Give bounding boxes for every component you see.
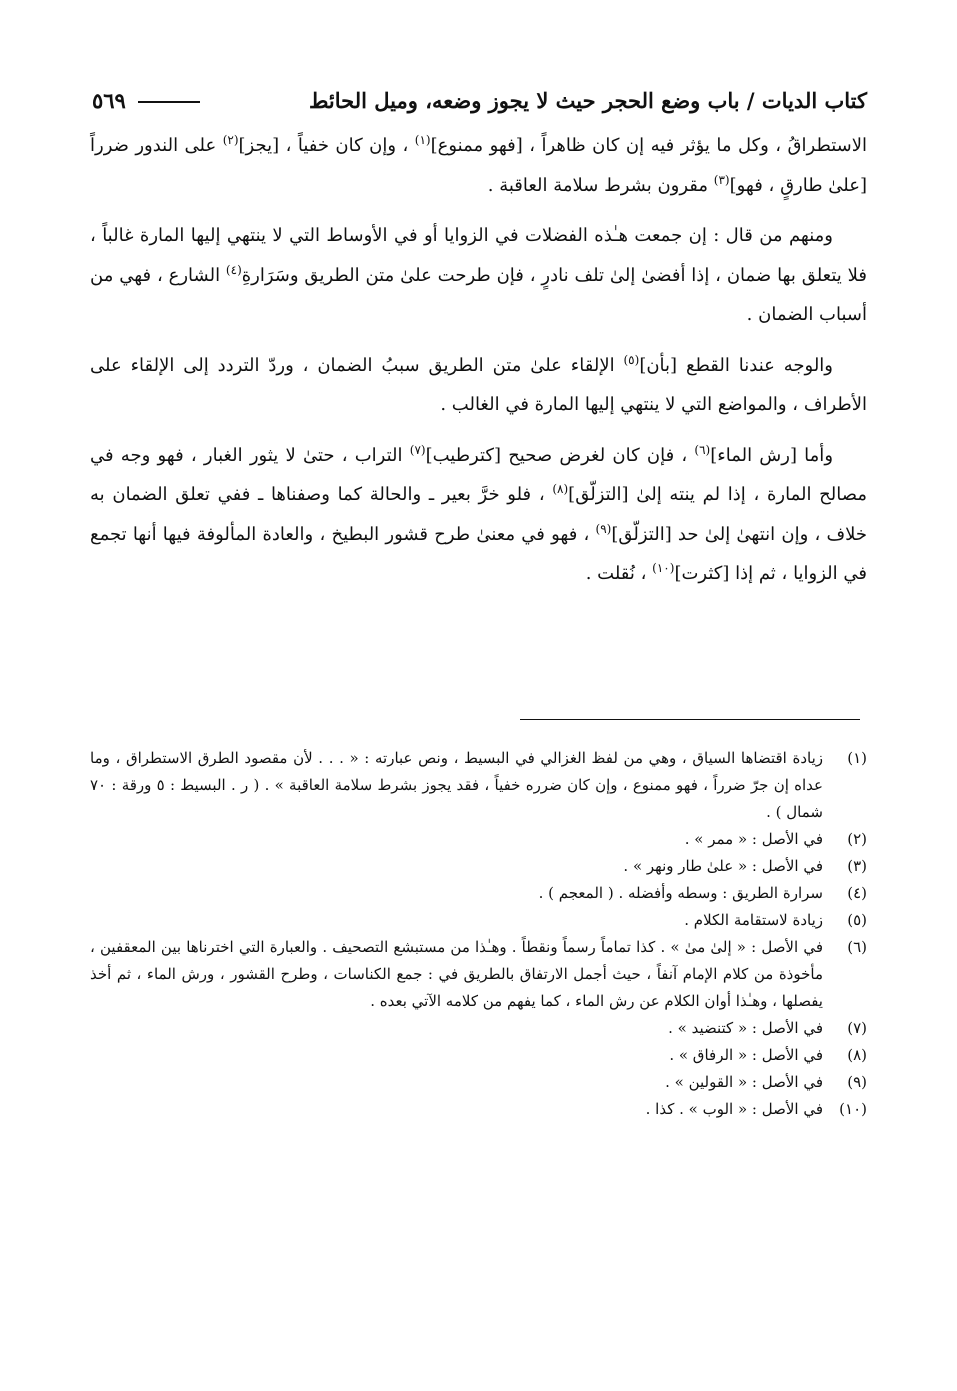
footnote xyxy=(90,1069,867,1096)
footnote-ref: (٩) xyxy=(595,521,612,536)
footnotes xyxy=(90,745,867,1123)
footnote-text: في الأصل : « ممر » . xyxy=(684,830,823,848)
header-rule xyxy=(138,101,200,103)
footnote-ref: (٥) xyxy=(623,352,640,367)
footnote-text: في الأصل : « الوب » . كذا . xyxy=(645,1100,823,1118)
footnote-number: (٧) xyxy=(847,1019,867,1037)
text-run: ومنهم من قال : إن جمعت هـٰذه الفضلات في الزوايا أو في الأوساط التي لا ينتهي إليها المارة غالباً ، فلا يتعلق بها ضمان ، إذا أفضىٰ إلىٰ تلف نادرٍ ، فإن طرحت علىٰ متن الطريق وسَرَارةِ xyxy=(90,225,867,286)
footnote-number: (٤) xyxy=(847,884,867,902)
footnote-number: (٢) xyxy=(847,830,867,848)
text-run: الاستطراقُ ، وكل ما يؤثر فيه إن كان ظاهراً ، [فهو ممنوع] xyxy=(430,135,868,156)
footnote-separator xyxy=(520,719,860,720)
footnote-number: (٥) xyxy=(847,911,867,929)
text-run: ، فإن كان لغرض صحيح [كترطيب] xyxy=(425,444,695,466)
footnote-ref: (٣) xyxy=(713,172,730,187)
paragraph xyxy=(90,436,867,594)
footnote xyxy=(90,880,867,907)
footnote xyxy=(90,745,867,826)
text-run: والوجه عندنا القطع [بأن] xyxy=(639,354,834,376)
footnote-text: زيادة لاستقامة الكلام . xyxy=(684,911,823,929)
footnote xyxy=(90,853,867,880)
footnote-ref: (٤) xyxy=(225,262,242,277)
text-run: وأما [رش الماء] xyxy=(710,444,834,466)
footnote xyxy=(90,1015,867,1042)
text-run: ، فهو في معنىٰ طرح قشور البطيخ ، والعادة المألوفة فيها أنها تجمع في الزوايا ، ثم إذا [كثرت] xyxy=(90,523,867,584)
footnote-text: سرارة الطريق : وسطه وأفضله . ( المعجم ) . xyxy=(538,884,823,902)
paragraph xyxy=(90,126,867,205)
page-number: ٥٦٩ xyxy=(92,87,126,113)
footnote-number: (٣) xyxy=(847,857,867,875)
footnote-ref: (٦) xyxy=(694,442,711,457)
paragraph xyxy=(90,216,867,335)
running-header xyxy=(92,78,867,122)
footnote-text: في الأصل : « القولين » . xyxy=(665,1073,823,1091)
text-run: التراب ، حتىٰ لا يثور الغبار ، فهو وجه في مصالح المارة ، إذا لم ينته إلىٰ [التزلّق] xyxy=(90,444,867,505)
text-run: مقرون بشرط سلامة العاقبة . xyxy=(487,174,714,196)
footnote-ref: (٨) xyxy=(552,482,569,496)
footnote-ref: (٢) xyxy=(222,133,239,147)
footnote-text: في الأصل : « كتنضيد » . xyxy=(668,1019,823,1037)
footnote xyxy=(90,907,867,934)
header-right xyxy=(92,88,212,113)
text-run: ، فلو خرَّ بعير ـ والحالة كما وصفناها ـ ففي تعلق الضمان به خلاف ، وإن انتهىٰ إلىٰ حد [التزلّق] xyxy=(90,484,867,545)
main-text xyxy=(90,126,867,605)
footnote-ref: (١٠) xyxy=(652,561,675,575)
footnote-ref: (٧) xyxy=(409,442,426,457)
footnote-number: (٦) xyxy=(847,938,867,956)
text-run: الشارع ، فهي من أسباب الضمان . xyxy=(90,264,867,325)
footnote-ref: (١) xyxy=(414,133,431,147)
text-run: على الندور ضرراً [علىٰ طارقٍ ، فهو] xyxy=(90,135,867,196)
paragraph xyxy=(90,346,867,425)
text-run: الإلقاء علىٰ متن الطريق سببُ الضمان ، وردّ التردد إلى الإلقاء على الأطراف ، والمواضع التي لا ينتهي إليها المارة في الغالب . xyxy=(90,354,867,415)
header-title: كتاب الديات / باب وضع الحجر حيث لا يجوز وضعه، وميل الحائط xyxy=(309,87,867,113)
footnote-text: في الأصل : « الرفاق » . xyxy=(669,1046,823,1064)
footnote-text: زيادة اقتضاها السياق ، وهي من لفظ الغزالي في البسيط ، ونص عبارته : « . . . لأن مقصود الطرق الاستطراق ، وما عداه إن جرّ ضرراً ، فهو ممنوع ، وإن كان ضرره خفياً ، فقد يجوز بشرط سلامة العاقبة » . ( ر . البسيط : ٥ ورقة : ٧٠ شمال ) . xyxy=(90,749,824,821)
footnote xyxy=(90,1042,867,1069)
footnote-number: (٩) xyxy=(847,1073,867,1091)
text-run: ، نُقلت . xyxy=(585,563,653,584)
footnote xyxy=(90,934,867,1015)
footnote xyxy=(90,826,867,853)
footnote-text: في الأصل : « علىٰ طار ونهر » . xyxy=(623,857,823,875)
footnote-text: في الأصل : « إلىٰ مىٰ » . كذا تماماً رسماً ونقطاً . وهـٰذا من مستبشع التصحيف . والعبارة التي اخترناها بين المعقفين ، مأخوذة من كلام الإمام آنفاً ، حيث أجمل الارتفاق بالطريق في : جمع الكناسات ، وطرح القشور ، ورش الماء ، ثم أخذ يفصلها ، وهـٰذا أوان الكلام عن رش الماء ، كما يفهم من كلامه الآتي بعده . xyxy=(90,938,823,1010)
footnote-number: (٨) xyxy=(847,1046,867,1064)
footnote xyxy=(90,1096,867,1123)
footnote-number: (١) xyxy=(847,749,867,767)
text-run: ، وإن كان خفياً ، [يجز] xyxy=(238,135,415,156)
footnote-number: (١٠) xyxy=(839,1100,867,1118)
